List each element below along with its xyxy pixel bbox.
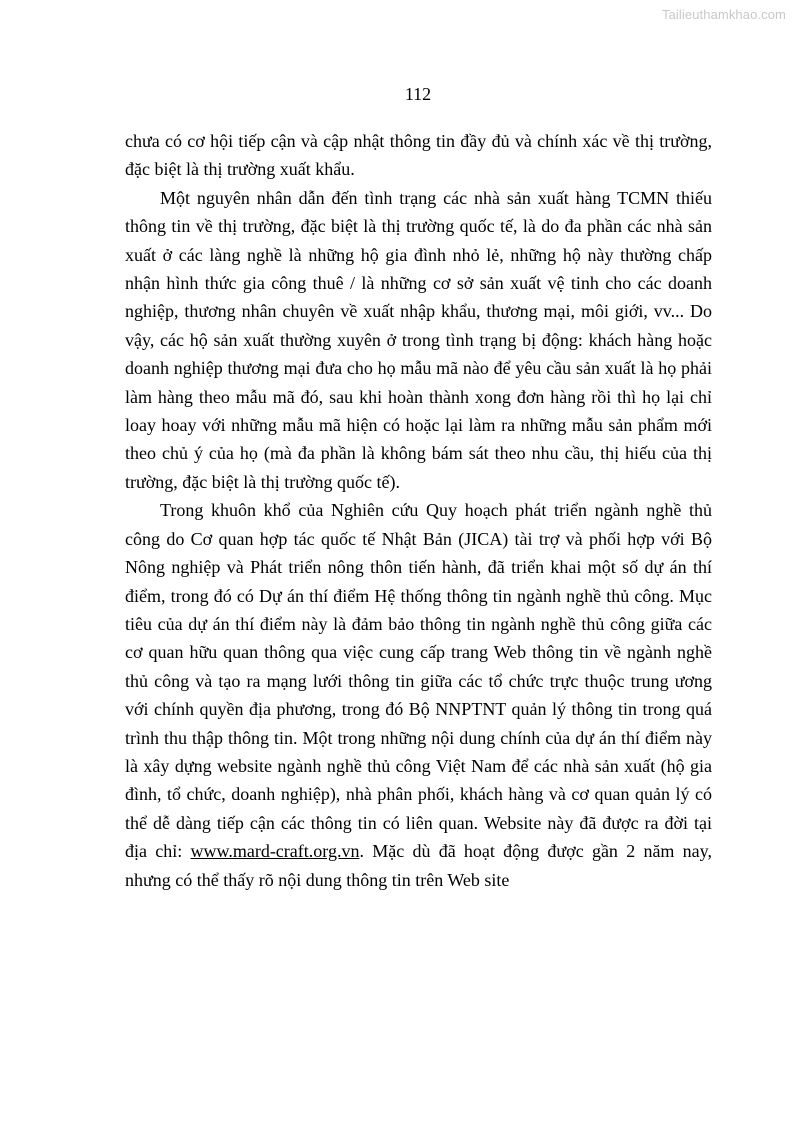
document-body	[125, 127, 712, 894]
paragraph-continuation: chưa có cơ hội tiếp cận và cập nhật thông tin đầy đủ và chính xác về thị trường, đặc biệt là thị trường xuất khẩu.	[125, 131, 712, 180]
paragraph-text-before-link: Trong khuôn khổ của Nghiên cứu Quy hoạch phát triển ngành nghề thủ công do Cơ quan hợp tác quốc tế Nhật Bản (JICA) tài trợ và phối hợp với Bộ Nông nghiệp và Phát triển nông thôn tiến hành, đã triển khai một số dự án thí điểm, trong đó có Dự án thí điểm Hệ thống thông tin ngành nghề thủ công. Mục tiêu của dự án thí điểm này là đảm bảo thông tin ngành nghề thủ công giữa các cơ quan hữu quan thông qua việc cung cấp trang Web thông tin về ngành nghề thủ công và tạo ra mạng lưới thông tin giữa các tổ chức trực thuộc trung ương với chính quyền địa phương, trong đó Bộ NNPTNT quản lý thông tin trong quá trình thu thập thông tin. Một trong những nội dung chính của dự án thí điểm này là xây dựng website ngành nghề thủ công Việt Nam để các nhà sản xuất (hộ gia đình, tổ chức, doanh nghiệp), nhà phân phối, khách hàng và cơ quan quản lý có thể dễ dàng tiếp cận các thông tin có liên quan. Website này đã được ra đời tại địa chỉ:	[125, 500, 712, 862]
watermark-text: Tailieuthamkhao.com	[661, 7, 786, 22]
page-number: 112	[404, 84, 432, 104]
paragraph-jica-project	[125, 496, 712, 894]
website-link[interactable]: www.mard-craft.org.vn	[190, 841, 360, 862]
paragraph-cause: Một nguyên nhân dẫn đến tình trạng các nhà sản xuất hàng TCMN thiếu thông tin về thị trường, đặc biệt là thị trường quốc tế, là do đa phần các nhà sản xuất ở các làng nghề là những hộ gia đình nhỏ lẻ, những hộ này thường chấp nhận hình thức gia công thuê / là những cơ sở sản xuất vệ tinh cho các doanh nghiệp, thương nhân chuyên về xuất nhập khẩu, thương mại, môi giới, vv... Do vậy, các hộ sản xuất thường xuyên ở trong tình trạng bị động: khách hàng hoặc doanh nghiệp thương mại đưa cho họ mẫu mã nào để yêu cầu sản xuất là họ phải làm hàng theo mẫu mã đó, sau khi hoàn thành xong đơn hàng rồi thì họ lại chỉ loay hoay với những mẫu mã hiện có hoặc lại làm ra những mẫu sản phẩm mới theo chủ ý của họ (mà đa phần là không bám sát theo nhu cầu, thị hiếu của thị trường, đặc biệt là thị trường quốc tế).	[125, 187, 712, 492]
paragraph-text-after-link: . Mặc dù đã hoạt động được gần 2 năm nay, nhưng có thể thấy rõ nội dung thông tin trên Web site	[125, 841, 713, 890]
